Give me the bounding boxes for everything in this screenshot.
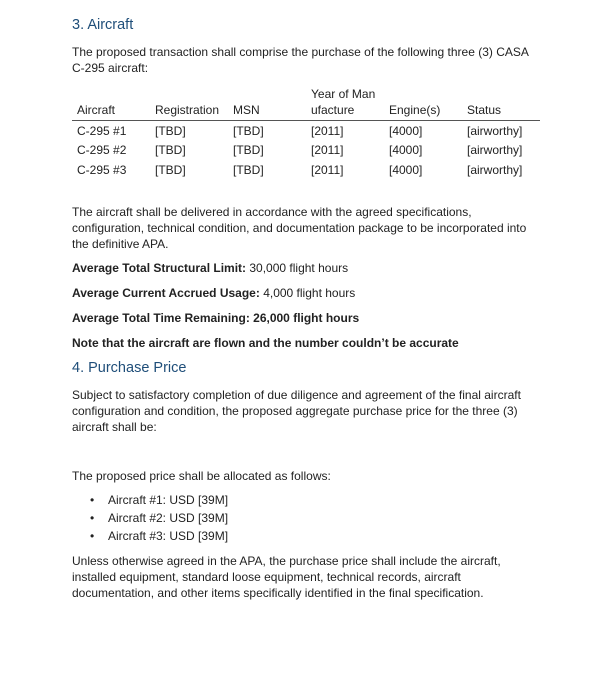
section-4-intro: Subject to satisfactory completion of due diligence and agreement of the final aircraft configuration and condition, the proposed aggregate purchase price for the three (3) aircraft shall be: — [72, 388, 521, 434]
table-row — [72, 141, 540, 161]
header-year-label: Year of Manufacture — [311, 87, 376, 117]
table-row — [72, 160, 540, 180]
allocation-list — [72, 492, 228, 546]
header-year — [306, 86, 384, 121]
aircraft-table-header — [72, 86, 540, 121]
cell-aircraft: C-295 #2 — [77, 143, 127, 158]
section-3-intro: The proposed transaction shall comprise the purchase of the following three (3) CASA C-295 aircraft: — [72, 45, 529, 75]
cell-status: [airworthy] — [467, 123, 523, 138]
accuracy-note: Note that the aircraft are flown and the number couldn’t be accurate — [72, 336, 459, 350]
cell-engines: [4000] — [389, 123, 423, 138]
allocation-text: Aircraft #1: USD [39M] — [108, 493, 229, 507]
table-row — [72, 121, 540, 141]
cell-msn: [TBD] — [233, 123, 264, 138]
accrued-usage-label: Average Current Accrued Usage: — [72, 286, 260, 300]
cell-year: [2011] — [311, 162, 344, 177]
cell-year: [2011] — [311, 143, 344, 158]
bullet-icon: • — [90, 511, 95, 525]
list-item — [72, 492, 228, 510]
time-remaining-line: Average Total Time Remaining: 26,000 flight hours — [72, 311, 360, 325]
allocation-intro: The proposed price shall be allocated as follows: — [72, 469, 331, 483]
cell-registration: [TBD] — [155, 162, 186, 177]
bullet-icon: • — [90, 493, 95, 507]
bullet-icon: • — [90, 529, 95, 543]
cell-msn: [TBD] — [233, 162, 264, 177]
list-item — [72, 510, 228, 528]
closing-paragraph: Unless otherwise agreed in the APA, the purchase price shall include the aircraft, installed equipment, standard loose equipment, technical records, aircraft documentation, and other items specifically identified in the final specification. — [72, 554, 501, 600]
header-registration: Registration — [150, 86, 228, 121]
cell-status: [airworthy] — [467, 162, 523, 177]
cell-aircraft: C-295 #3 — [77, 162, 127, 177]
delivery-paragraph: The aircraft shall be delivered in accordance with the agreed specifications, configuration, technical condition, and documentation package to be incorporated into the definitive APA. — [72, 205, 527, 251]
cell-registration: [TBD] — [155, 143, 186, 158]
cell-msn: [TBD] — [233, 143, 264, 158]
cell-year: [2011] — [311, 123, 344, 138]
structural-limit-value: 30,000 flight hours — [249, 261, 349, 275]
header-msn: MSN — [228, 86, 306, 121]
section-3-heading: 3. Aircraft — [72, 17, 134, 33]
structural-limit-label: Average Total Structural Limit: — [72, 261, 247, 275]
cell-aircraft: C-295 #1 — [77, 123, 127, 138]
aircraft-table — [72, 86, 540, 180]
cell-engines: [4000] — [389, 143, 423, 158]
cell-registration: [TBD] — [155, 123, 186, 138]
allocation-text: Aircraft #2: USD [39M] — [108, 511, 229, 525]
list-item — [72, 528, 228, 546]
section-4-heading: 4. Purchase Price — [72, 360, 187, 376]
accrued-usage-value: 4,000 flight hours — [263, 286, 356, 300]
allocation-text: Aircraft #3: USD [39M] — [108, 529, 229, 543]
cell-engines: [4000] — [389, 162, 423, 177]
accrued-usage-line — [72, 285, 540, 301]
structural-limit-line — [72, 260, 540, 276]
cell-status: [airworthy] — [467, 143, 523, 158]
header-aircraft: Aircraft — [72, 86, 150, 121]
header-engines: Engine(s) — [384, 86, 462, 121]
header-status: Status — [462, 86, 540, 121]
